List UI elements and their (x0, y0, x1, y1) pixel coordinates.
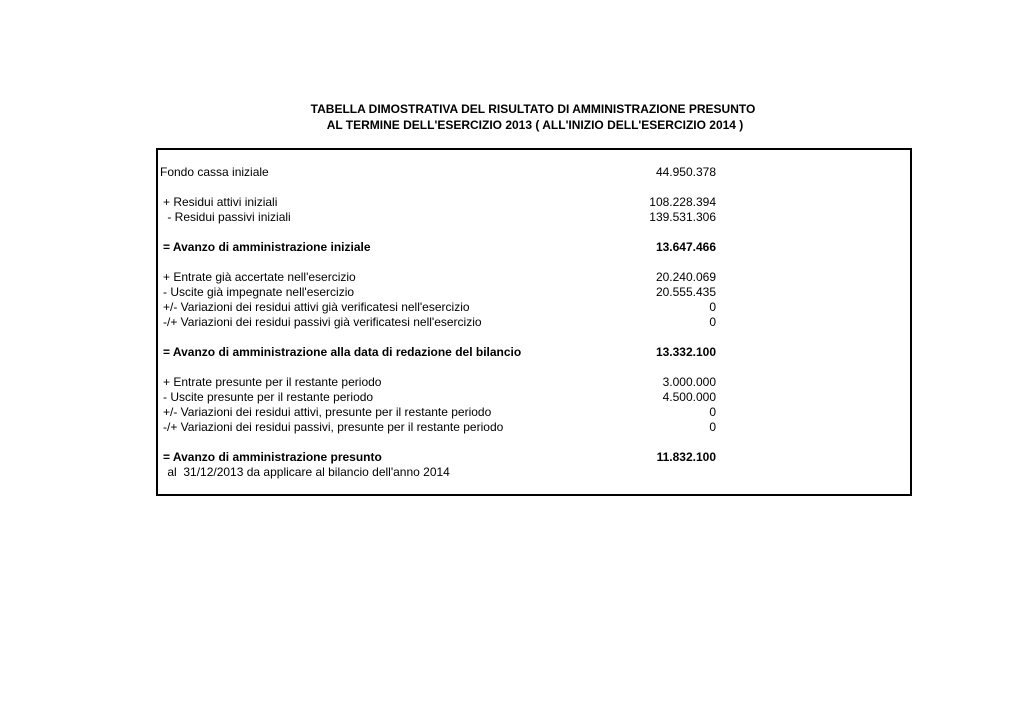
table-row (158, 300, 910, 315)
row-label: + Entrate già accertate nell'esercizio (163, 270, 356, 284)
row-label: + Entrate presunte per il restante periodo (163, 375, 382, 389)
row-label: -/+ Variazioni dei residui passivi, presunte per il restante periodo (163, 420, 504, 434)
row-value: 108.228.394 (649, 195, 716, 209)
row-value: 4.500.000 (662, 390, 716, 404)
table-row-note (158, 465, 910, 480)
row-value: 0 (709, 315, 716, 329)
table-row-total (158, 240, 910, 255)
document-title-line-1: TABELLA DIMOSTRATIVA DEL RISULTATO DI AMMINISTRAZIONE PRESUNTO (310, 102, 756, 116)
table-row (158, 375, 910, 390)
row-value: 20.555.435 (655, 285, 716, 299)
table-row-total (158, 345, 910, 360)
row-value: 0 (709, 300, 716, 314)
table-row (158, 315, 910, 330)
row-label: = Avanzo di amministrazione presunto (163, 450, 382, 464)
row-value: 13.332.100 (655, 345, 716, 359)
row-label: - Uscite presunte per il restante periodo (163, 390, 374, 404)
row-value: 20.240.069 (655, 270, 716, 284)
row-value: 13.647.466 (655, 240, 716, 254)
table-row (158, 390, 910, 405)
row-value: 44.950.378 (655, 165, 716, 179)
row-value: 0 (709, 420, 716, 434)
table-row (158, 420, 910, 435)
row-label: = Avanzo di amministrazione alla data di redazione del bilancio (163, 345, 522, 359)
row-value: 11.832.100 (656, 450, 716, 464)
row-label: -/+ Variazioni dei residui passivi già verificatesi nell'esercizio (163, 315, 482, 329)
row-label: al 31/12/2013 da applicare al bilancio dell'anno 2014 (164, 465, 450, 479)
row-value: 3.000.000 (662, 375, 716, 389)
row-value: 0 (709, 405, 716, 419)
document-title-line-2: AL TERMINE DELL'ESERCIZIO 2013 ( ALL'INIZIO DELL'ESERCIZIO 2014 ) (326, 118, 744, 132)
table-row (158, 405, 910, 420)
table-row (158, 210, 910, 225)
row-value: 139.531.306 (649, 210, 716, 224)
summary-table (156, 148, 912, 496)
table-row-total (158, 450, 910, 465)
row-label: +/- Variazioni dei residui attivi, presunte per il restante periodo (163, 405, 492, 419)
row-label: - Uscite già impegnate nell'esercizio (163, 285, 355, 299)
row-label: +/- Variazioni dei residui attivi già verificatesi nell'esercizio (163, 300, 470, 314)
table-row (158, 270, 910, 285)
table-row (158, 165, 910, 180)
row-label: Fondo cassa iniziale (160, 165, 269, 179)
row-label: = Avanzo di amministrazione iniziale (163, 240, 371, 254)
table-row (158, 195, 910, 210)
row-label: - Residui passivi iniziali (164, 210, 291, 224)
row-label: + Residui attivi iniziali (163, 195, 278, 209)
table-row (158, 285, 910, 300)
